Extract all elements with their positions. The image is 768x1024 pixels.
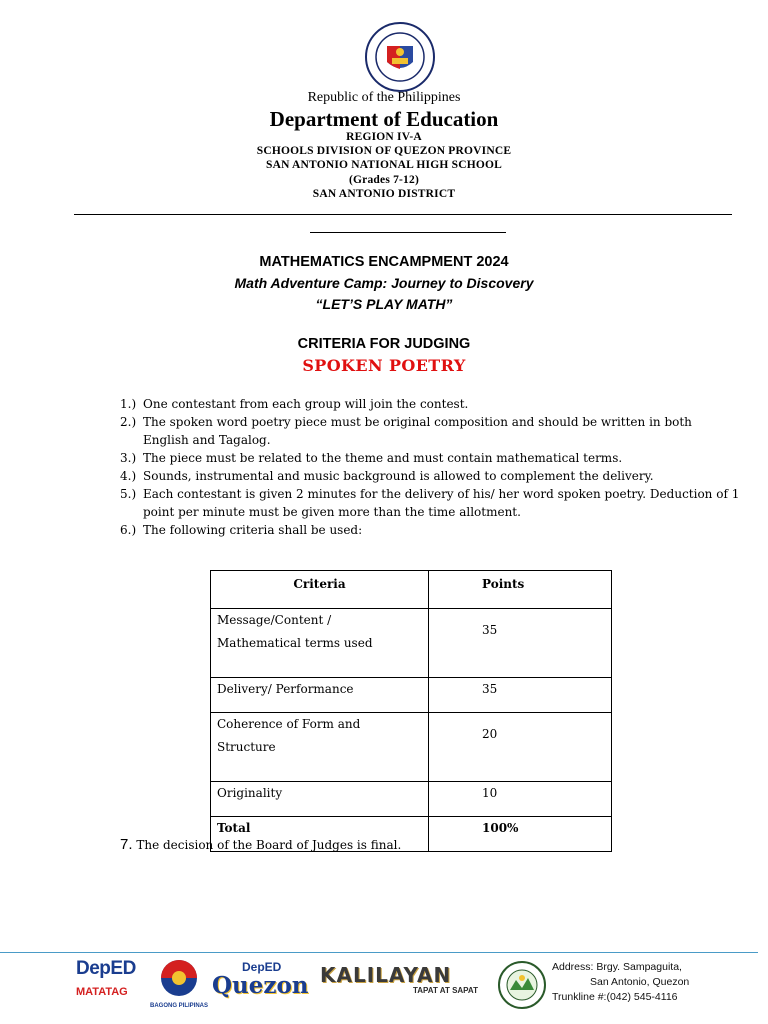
rule-item: 6.) The following criteria shall be used:: [120, 523, 363, 537]
school-line: SAN ANTONIO NATIONAL HIGH SCHOOL: [265, 159, 503, 171]
table-header-criteria: Criteria: [211, 571, 429, 609]
department-title: Department of Education: [269, 107, 499, 131]
points-cell: 35: [429, 609, 612, 678]
region-line: REGION IV-A: [346, 131, 422, 143]
deped-seal-icon: [365, 22, 435, 92]
points-cell: 10: [429, 782, 612, 817]
header-divider: [74, 214, 732, 215]
criteria-table: [210, 570, 612, 852]
trunkline: Trunkline #:(042) 545-4116: [552, 991, 678, 1003]
school-seal-icon: [496, 960, 548, 1010]
criteria-cell: Coherence of Form and Structure: [211, 713, 429, 782]
event-subtitle: Math Adventure Camp: Journey to Discovery: [234, 275, 534, 291]
total-label: Total: [211, 817, 429, 852]
rule-item: 1.) One contestant from each group will join the contest.: [120, 397, 469, 411]
address-line-2: San Antonio, Quezon: [590, 976, 690, 988]
criteria-heading: CRITERIA FOR JUDGING: [297, 336, 471, 352]
table-row: [211, 713, 612, 782]
header-divider-short: [310, 232, 506, 233]
points-cell: 35: [429, 678, 612, 713]
deped-matatag-logo: DepED MATATAG: [76, 958, 136, 998]
total-points: 100%: [429, 817, 612, 852]
republic-line: Republic of the Philippines: [307, 90, 461, 105]
table-row: [211, 678, 612, 713]
rule-item: 5.) Each contestant is given 2 minutes for the delivery of his/ her word spoken poetry. Deduction of 1 point per minute must be given more than the time allotment.: [120, 487, 740, 519]
rule-item: 3.) The piece must be related to the theme and must contain mathematical terms.: [120, 451, 623, 465]
rules-list: [120, 395, 740, 539]
deped-quezon-logo: DepED Quezon: [212, 960, 309, 999]
event-slogan: “LET’S PLAY MATH”: [315, 296, 453, 312]
bagong-pilipinas-logo: BAGONG PILIPINAS: [150, 958, 208, 1012]
category-title: SPOKEN POETRY: [302, 356, 466, 375]
address-line-1: Address: Brgy. Sampaguita,: [552, 961, 682, 973]
criteria-cell: Message/Content / Mathematical terms used: [211, 609, 429, 678]
table-row: [211, 609, 612, 678]
event-title: MATHEMATICS ENCAMPMENT 2024: [259, 254, 509, 270]
rule-item: 2.) The spoken word poetry piece must be original composition and should be written in both English and Tagalog.: [120, 415, 692, 447]
final-rule: 7. The decision of the Board of Judges is final.: [120, 836, 402, 853]
table-header-row: [211, 571, 612, 609]
bagong-pilipinas-icon: [150, 958, 208, 998]
kalilayan-logo: KALILAYAN TAPAT AT SAPAT: [320, 963, 478, 995]
criteria-cell: Delivery/ Performance: [211, 678, 429, 713]
rule-item: 4.) Sounds, instrumental and music background is allowed to complement the delivery.: [120, 469, 654, 483]
footer-divider: [0, 952, 758, 953]
grades-line: (Grades 7-12): [349, 174, 419, 186]
district-line: SAN ANTONIO DISTRICT: [312, 188, 456, 200]
division-line: SCHOOLS DIVISION OF QUEZON PROVINCE: [256, 145, 512, 157]
criteria-cell: Originality: [211, 782, 429, 817]
table-header-points: Points: [429, 571, 612, 609]
points-cell: 20: [429, 713, 612, 782]
footer-address: [552, 960, 689, 1005]
table-row: [211, 782, 612, 817]
